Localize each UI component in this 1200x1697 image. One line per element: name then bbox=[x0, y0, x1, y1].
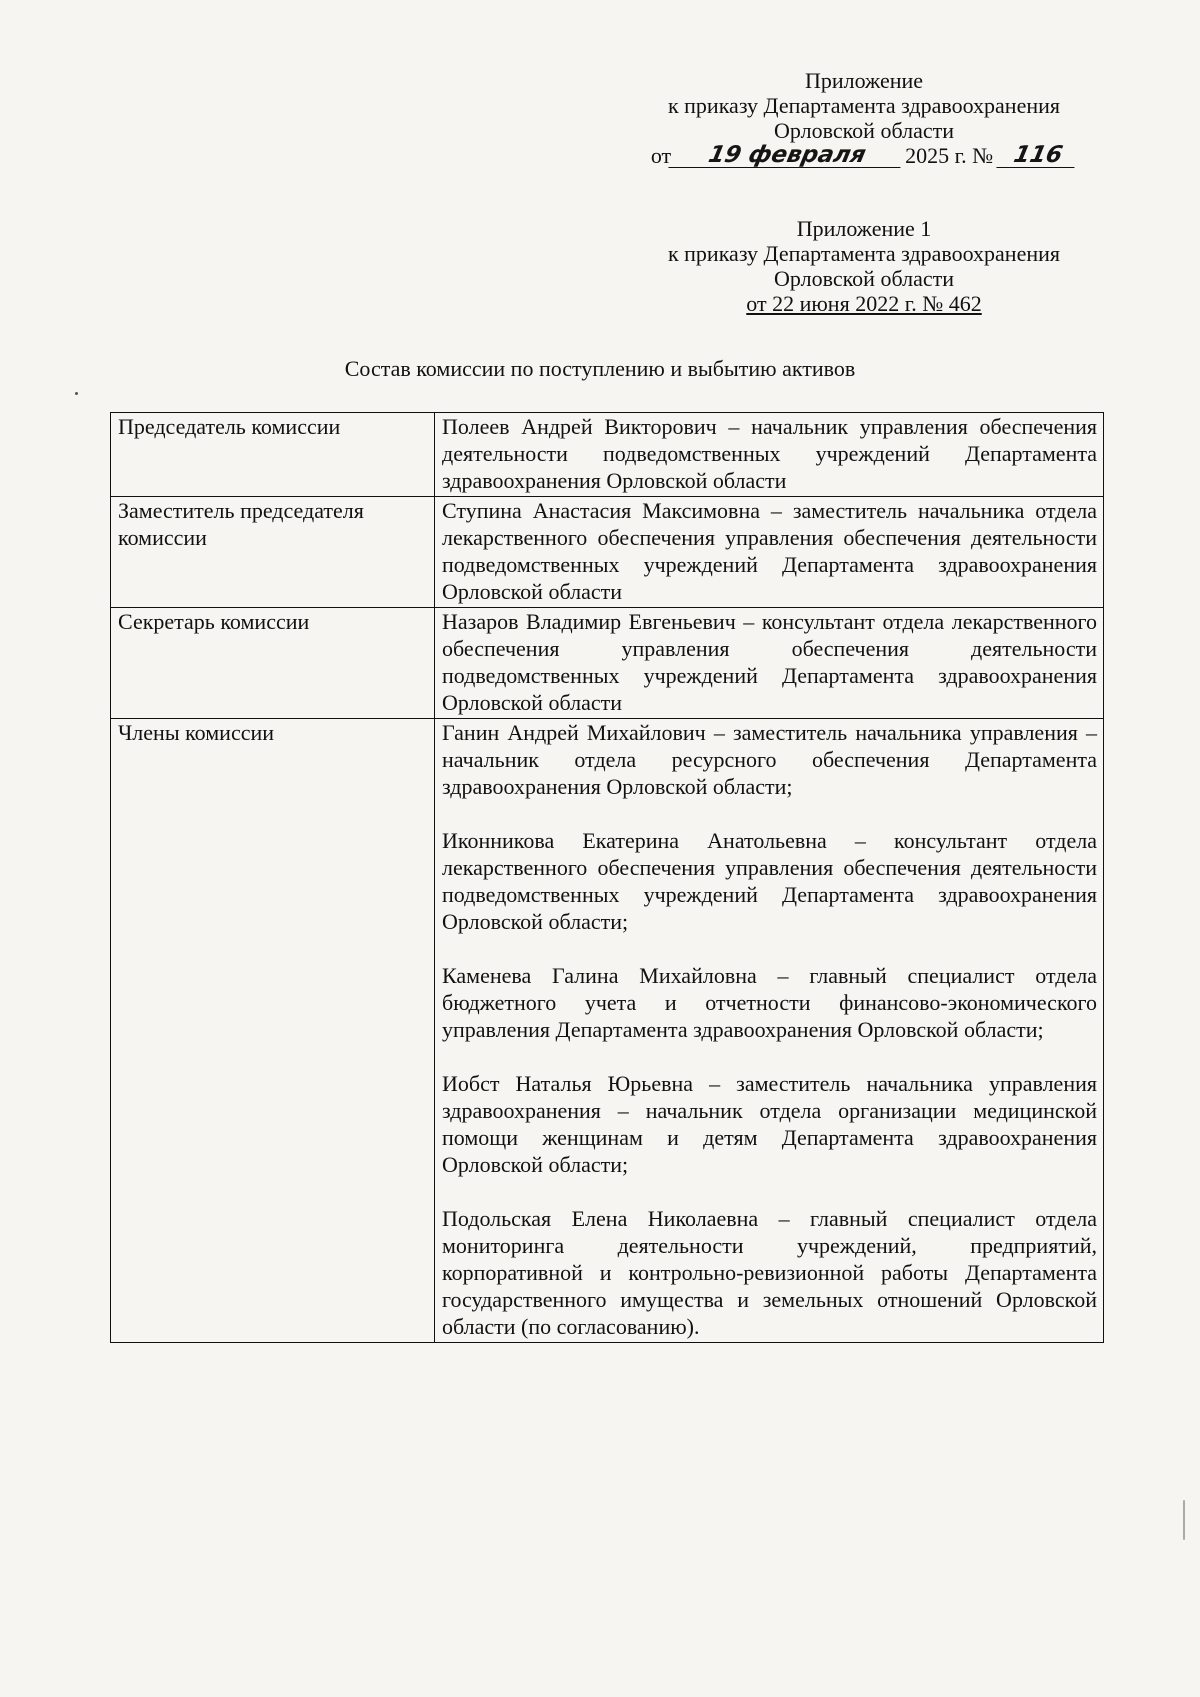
appendix-label: Приложение 1 bbox=[796, 216, 932, 241]
year-text: 2025 г. № bbox=[905, 143, 994, 168]
table-row bbox=[111, 497, 1104, 608]
person-cell: Назаров Владимир Евгеньевич – консультант отдела лекарственного обеспечения управления обеспечения деятельности подведомственных учреждений Департамента здравоохранения Орловской области bbox=[435, 608, 1104, 719]
appendix-region: Орловской области bbox=[774, 266, 954, 291]
role-cell: Члены комиссии bbox=[111, 719, 435, 1343]
appendix-current-header bbox=[624, 68, 1104, 168]
handwritten-date: 19 февраля bbox=[668, 143, 905, 168]
document-title: Состав комиссии по поступлению и выбытию активов bbox=[344, 356, 856, 381]
appendix-order-ref: к приказу Департамента здравоохранения bbox=[667, 93, 1061, 118]
member-entry: Каменева Галина Михайловна – главный специалист отдела бюджетного учета и отчетности финансово-экономического управления Департамента здравоохранения Орловской области; bbox=[442, 963, 1097, 1042]
table-row bbox=[111, 413, 1104, 497]
appendix-region: Орловской области bbox=[774, 118, 954, 143]
date-prefix: от bbox=[650, 143, 672, 168]
role-cell: Председатель комиссии bbox=[111, 413, 435, 497]
role-cell: Секретарь комиссии bbox=[111, 608, 435, 719]
member-entry: Иобст Наталья Юрьевна – заместитель начальника управления здравоохранения – начальник отдела организации медицинской помощи женщинам и детям Департамента здравоохранения Орловской области; bbox=[442, 1071, 1097, 1177]
appendix-date: от 22 июня 2022 г. № 462 bbox=[746, 291, 982, 316]
table-row bbox=[111, 719, 1104, 1343]
commission-table bbox=[110, 412, 1104, 1343]
person-cell: Полеев Андрей Викторович – начальник управления обеспечения деятельности подведомственных учреждений Департамента здравоохранения Орловской области bbox=[435, 413, 1104, 497]
scan-speck bbox=[1183, 1500, 1185, 1540]
member-entry: Подольская Елена Николаевна – главный специалист отдела мониторинга деятельности учреждений, предприятий, корпоративной и контрольно-ревизионной работы Департамента государственного имущества и земельных отношений Орловской области (по согласованию). bbox=[442, 1206, 1097, 1339]
table-row bbox=[111, 608, 1104, 719]
member-entry: Иконникова Екатерина Анатольевна – консультант отдела лекарственного обеспечения управления обеспечения деятельности подведомственных учреждений Департамента здравоохранения Орловской области; bbox=[442, 828, 1097, 934]
person-cell: Ступина Анастасия Максимовна – заместитель начальника отдела лекарственного обеспечения управления обеспечения деятельности подведомственных учреждений Департамента здравоохранения Орловской области bbox=[435, 497, 1104, 608]
appendix-original-header bbox=[624, 216, 1104, 316]
scan-speck bbox=[75, 392, 78, 395]
appendix-order-ref: к приказу Департамента здравоохранения bbox=[667, 241, 1061, 266]
members-cell bbox=[435, 719, 1104, 1343]
role-cell: Заместитель председателя комиссии bbox=[111, 497, 435, 608]
handwritten-number: 116 bbox=[997, 143, 1080, 168]
appendix-label: Приложение bbox=[804, 68, 924, 93]
member-entry: Ганин Андрей Михайлович – заместитель начальника управления – начальник отдела ресурсного обеспечения Департамента здравоохранения Орловской области; bbox=[442, 720, 1097, 799]
appendix-date-line bbox=[624, 143, 1104, 168]
